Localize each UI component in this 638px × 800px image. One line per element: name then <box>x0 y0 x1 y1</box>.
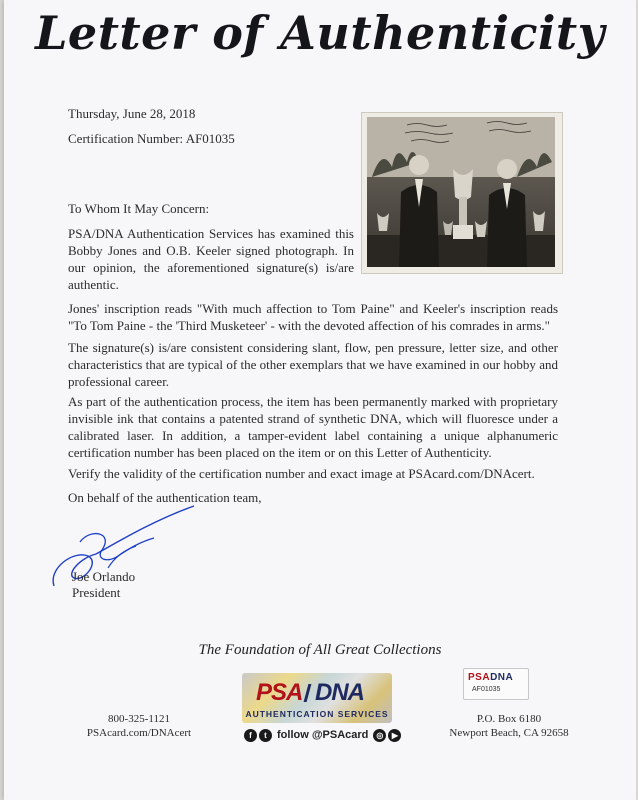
photo-image <box>367 117 555 267</box>
tamper-evident-label <box>463 668 529 700</box>
label-psa: PSA <box>468 672 491 683</box>
psa-dna-hologram-logo <box>242 673 392 723</box>
letter-date: Thursday, June 28, 2018 <box>68 106 196 121</box>
badge-subtitle: AUTHENTICATION SERVICES <box>245 709 389 719</box>
twitter-icon: t <box>259 729 272 742</box>
label-logo <box>468 672 513 683</box>
footer-website: PSAcard.com/DNAcert <box>86 727 192 739</box>
social-follow <box>244 727 401 743</box>
paragraph-dna-process: As part of the authentication process, the item has been permanently marked with proprietary invisible ink that contains a patented strand of synthetic DNA, which will fluoresce under a calibrated laser. In addition, a tamper-evident label containing a unique alphanumeric certification number has been placed on the item or on this Letter of Authenticity. <box>68 394 558 460</box>
paragraph-consistency: The signature(s) is/are consistent considering slant, flow, pen pressure, letter size, and other characteristics that are typical of the other exemplars that we have examined in our hobby and professional career. <box>68 340 558 389</box>
authenticated-photograph <box>361 112 563 274</box>
badge-divider <box>304 684 312 702</box>
letter-title: Letter of Authenticity <box>35 6 605 60</box>
letter-sheet <box>4 0 636 800</box>
footer-phone: 800-325-1121 <box>108 713 170 725</box>
paragraph-verify: Verify the validity of the certification number and exact image at PSAcard.com/DNAcert. <box>68 466 535 481</box>
certification-number: Certification Number: AF01035 <box>68 131 235 146</box>
signer-name: Joe Orlando <box>72 569 136 584</box>
badge-dna-text: DNA <box>315 679 364 706</box>
footer-tagline: The Foundation of All Great Collections <box>198 642 442 658</box>
facebook-icon: f <box>244 729 257 742</box>
footer-po-box: P.O. Box 6180 <box>476 713 542 725</box>
salutation: To Whom It May Concern: <box>68 201 210 216</box>
youtube-icon: ▶ <box>388 729 401 742</box>
signer-title: President <box>72 585 121 600</box>
label-dna: DNA <box>490 672 514 683</box>
paragraph-examination: PSA/DNA Authentication Services has examined this Bobby Jones and O.B. Keeler signed photograph. In our opinion, the aforementioned signature(s) is/are authentic. <box>68 226 354 292</box>
badge-psa-text: PSA <box>256 679 303 706</box>
label-cert-number: AF01035 <box>472 686 501 693</box>
instagram-icon: ◎ <box>373 729 386 742</box>
photo-scene <box>367 117 555 267</box>
closing-line: On behalf of the authentication team, <box>68 490 262 505</box>
social-handle: follow @PSAcard <box>277 729 369 741</box>
paragraph-inscription: Jones' inscription reads "With much affection to Tom Paine" and Keeler's inscription reads "To Tom Paine - the 'Third Musketeer' - with the devoted affection of his comrades in arms." <box>68 301 558 333</box>
footer-city: Newport Beach, CA 92658 <box>449 727 569 739</box>
